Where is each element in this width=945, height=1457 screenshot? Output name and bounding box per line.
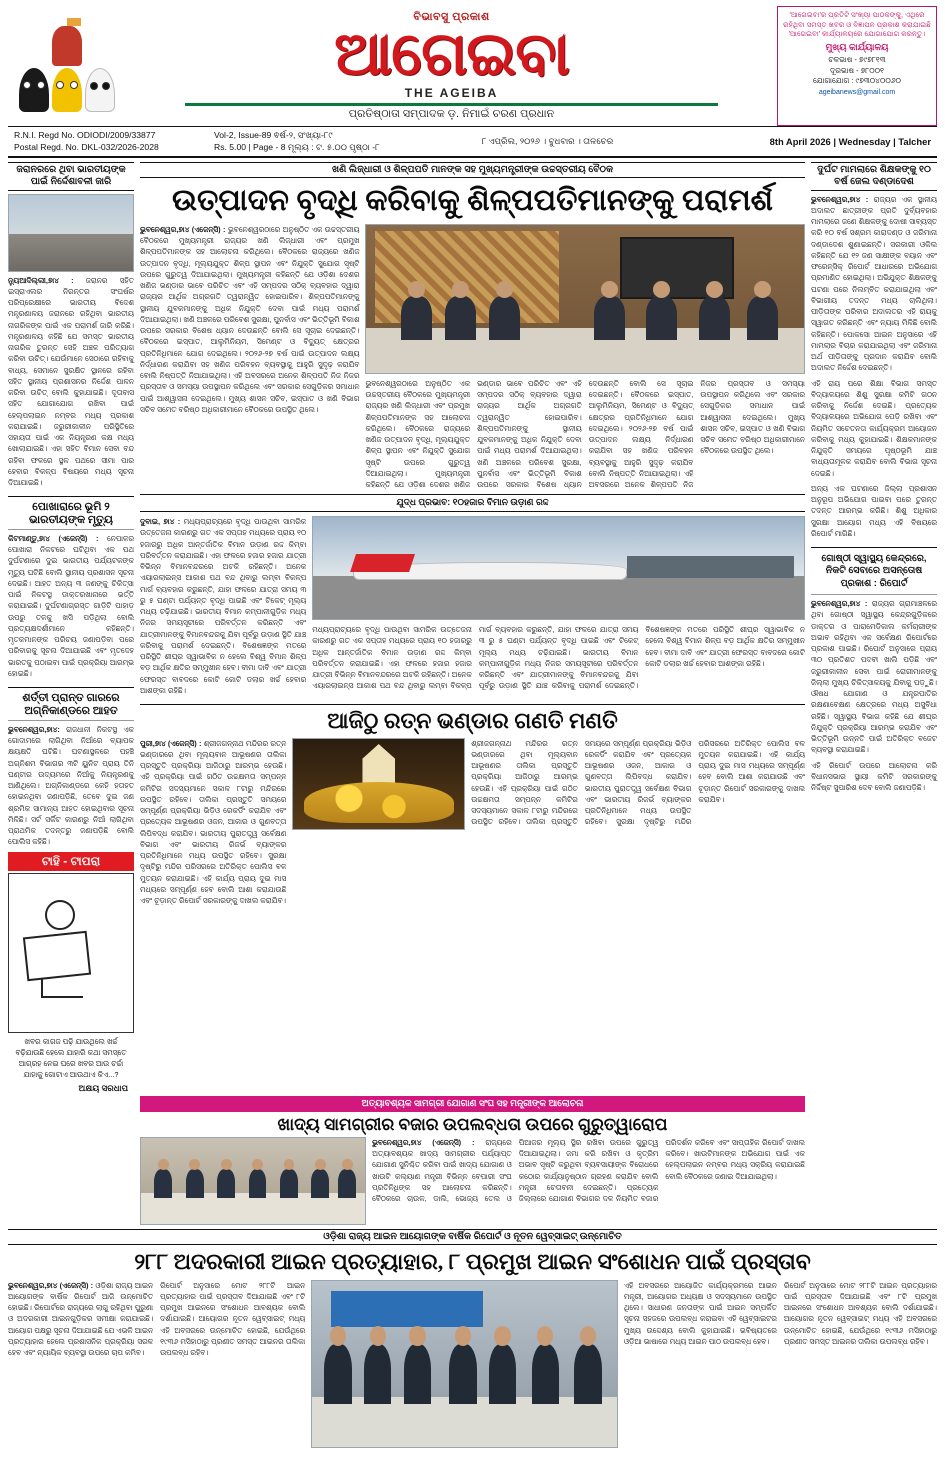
ratna-bhandar-photo bbox=[292, 738, 465, 830]
bottom-body-right bbox=[624, 1280, 937, 1352]
bottom-headline: ୨୮୮ ଅଦରକାରୀ ଆଇନ ପ୍ରତ୍ୟାହାର, ୮ ପ୍ରମୁଖ ଆଇନ ସଂଶୋଧନ ପାଇଁ ପ୍ରସ୍ତାବ bbox=[134, 1249, 811, 1275]
temple-icon bbox=[38, 20, 96, 66]
cartoon-signature: ଅକ୍ଷୟ ସରଧାପ bbox=[78, 1083, 128, 1094]
war-body-text-2: ମଧ୍ୟପ୍ରାଚ୍ୟରେ ବୃଦ୍ଧି ପାଉଥିବା ସାମରିକ ଉତ୍ତେଜନା କାରଣରୁ ଗତ ଏକ ସପ୍ତାହ ମଧ୍ୟରେ ପ୍ରାୟ ୧୦ ହଜାରରୁ ଅଧିକ ଆନ୍ତର୍ଜାତିକ ବିମାନ ଉଡ଼ାଣ ରଦ୍ଦ କିମ୍ବା ପରିବର୍ତ୍ତନ କରାଯାଇଛି। ଏହା ଫଳରେ ହଜାର ହଜାର ଯାତ୍ରୀ ବିଭିନ୍ନ ବିମାନବନ୍ଦରରେ ଅଟକି ରହିଛନ୍ତି। ଅନେକ ଏୟାରଲାଇନ୍ସ ଆକାଶ ପଥ ବନ୍ଦ ଥିବାରୁ ଲମ୍ବା ବିକଳ୍ପ ମାର୍ଗ ବ୍ୟବହାର କରୁଛନ୍ତି, ଯାହା ଫଳରେ ଯାତ୍ରା ସମୟ ୩ ରୁ ୫ ଘଣ୍ଟା ପର୍ଯ୍ୟନ୍ତ ବୃଦ୍ଧି ପାଇଛି ଏବଂ ଟିକେଟ୍ ମୂଲ୍ୟ ମଧ୍ୟ ଚଢ଼ିଯାଇଛି। ଭାରତୀୟ ବିମାନ କମ୍ପାନୀଗୁଡ଼ିକ ମଧ୍ୟ ନିଜର ସମୟସୂଚୀରେ ପରିବର୍ତ୍ତନ କରିଛନ୍ତି ଏବଂ ଯାତ୍ରୀମାନଙ୍କୁ ବିମାନବନ୍ଦରକୁ ଯିବା ପୂର୍ବରୁ ଉଡ଼ାଣ ସ୍ଥିତି ଯାଞ୍ଚ କରିବାକୁ ପରାମର୍ଶ ଦେଇଛନ୍ତି। ବିଶେଷଜ୍ଞଙ୍କ ମତରେ ପରିସ୍ଥିତି ଶୀଘ୍ର ସ୍ୱାଭାବିକ ନ ହେଲେ ବିଶ୍ୱ ବିମାନ ଶିଳ୍ପ ବଡ଼ ଆର୍ଥିକ କ୍ଷତିର ସମ୍ମୁଖୀନ ହେବ। ବୀମା ଦାବି ଏବଂ ଯାତ୍ରୀ ଫେରସ୍ତ ବାବଦରେ କୋଟି କୋଟି ଡଲାର ଖର୍ଚ୍ଚ ହେବାର ଆଶଙ୍କା ରହିଛି। bbox=[312, 625, 805, 691]
notice-title: ମୁଖ୍ୟ କାର୍ଯ୍ୟାଳୟ bbox=[825, 42, 889, 53]
volume-issue: Vol-2, Issue-89 ଵର୍ଷ-୨, ସଂଖ୍ୟା-୮୯ bbox=[214, 130, 333, 140]
left-story-3-text: ରାଜଧାନୀ ନିକଟସ୍ଥ ଏକ ଗୋଦାମରେ ଲାଗିଥିବା ନିଆଁରେ ବ୍ୟାପକ କ୍ଷୟକ୍ଷତି ଘଟିଛି। ଘଟଣାସ୍ଥଳରେ ପହଞ୍ଚି ଅଗ୍ନିଶମ ବିଭାଗର ୩ଟି ୟୁନିଟ ପ୍ରାୟ ତିନି ଘଣ୍ଟାର ଉଦ୍ୟମରେ ନିଆଁକୁ ନିୟନ୍ତ୍ରଣକୁ ଆଣିଥିଲେ। ଅଗ୍ନିକାଣ୍ଡରେ କେହି ହତାହତ ହୋଇନଥିବା ଜଣାପଡ଼ିଛି, ତେବେ ଦୁଇ ଜଣ ଶ୍ରମିକ ସାମାନ୍ୟ ଆହତ ହୋଇଥିବାର ସୂଚନା ମିଳିଛି। ସର୍ଟ ସର୍କିଟ କାରଣରୁ ନିଆଁ ଲାଗିଥିବା ପ୍ରାଥମିକ ତଦନ୍ତରୁ ଜଣାପଡ଼ିଛି ବୋଲି ପୋଲିସ କହିଛି। bbox=[8, 724, 134, 847]
bottom-body-left bbox=[8, 1280, 305, 1363]
ratna-headline: ଆଜିଠୁ ରତ୍ନ ଭଣ୍ଡାର ଗଣତି ମଣତି bbox=[327, 708, 618, 734]
ratna-body-text: ଶ୍ରୀଜଗନ୍ନାଥ ମନ୍ଦିରର ରତ୍ନ ଭଣ୍ଡାରରେ ଥିବା ମୂଲ୍ୟବାନ ଆଭୂଷଣର ତାଲିକା ପ୍ରସ୍ତୁତି ପ୍ରକ୍ରିୟା ଆଜିଠାରୁ ଆରମ୍ଭ ହେଉଛି। ଏହି ପ୍ରକ୍ରିୟା ପାଇଁ ଗଠିତ ଉଚ୍ଚକ୍ଷମତା ସମ୍ପନ୍ନ କମିଟିର ସଦସ୍ୟମାନେ ସକାଳ ୮ଟାରୁ ମନ୍ଦିରରେ ଉପସ୍ଥିତ ରହିବେ। ତାଲିକା ପ୍ରସ୍ତୁତି ସମୟରେ ସମ୍ପୂର୍ଣ୍ଣ ପ୍ରକ୍ରିୟା ଭିଡ଼ିଓ ରେକର୍ଡିଂ କରାଯିବ ଏବଂ ପ୍ରତ୍ୟେକ ଆଭୂଷଣର ଓଜନ, ଆକାର ଓ ଗୁଣବତ୍ତା ଲିପିବଦ୍ଧ କରାଯିବ। ଭାରତୀୟ ପୁରାତତ୍ତ୍ୱ ସର୍ବେକ୍ଷଣ ବିଭାଗ ଏବଂ ଭାରତୀୟ ରିଜର୍ଭ ବ୍ୟାଙ୍କର ପ୍ରତିନିଧିମାନେ ମଧ୍ୟ ଉପସ୍ଥିତ ରହିବେ। ସୁରକ୍ଷା ଦୃଷ୍ଟିରୁ ମନ୍ଦିର ପରିସରରେ ଅତିରିକ୍ତ ପୋଲିସ ବଳ ମୁତୟନ କରାଯାଇଛି। ଏହି କାର୍ଯ୍ୟ ପ୍ରାୟ ଦୁଇ ମାସ ମଧ୍ୟରେ ସମ୍ପୂର୍ଣ୍ଣ ହେବ ବୋଲି ଆଶା କରାଯାଉଛି ଏବଂ ଚୂଡ଼ାନ୍ତ ରିପୋର୍ଟ ସରକାରଙ୍କୁ ଦାଖଲ କରାଯିବ। bbox=[140, 738, 287, 906]
bottom-dateline: ଭୁବନେଶ୍ୱର,୭ା୪ (ଏଜେନ୍ସି) : bbox=[8, 1280, 94, 1290]
jagannath-deities-icon bbox=[19, 68, 115, 112]
notice-line-2: ଦୂରଭାଷ - ୭୮୦୦୧ bbox=[830, 65, 884, 75]
left-story-1-body bbox=[8, 275, 134, 493]
ratna-body-left bbox=[140, 738, 286, 911]
rni-number: R.N.I. Regd No. ODIODI/2009/33877 bbox=[14, 130, 156, 140]
food-meeting-photo bbox=[140, 1137, 366, 1225]
left-story-1-text: ଜରାନର ସହିତ ଇସ୍ରାଏଲର ନିରନ୍ତର ସଂଘର୍ଷର ପରିପ୍ରେକ୍ଷୀରେ ଭାରତୀୟ ବିଦେଶ ମନ୍ତ୍ରଣାଳୟ ଜରାନରେ ରହିଥିବା ଭାରତୀୟ ନାଗରିକଙ୍କ ପାଇଁ ଏକ ପରାମର୍ଶ ଜାରି କରିଛି। ମନ୍ତ୍ରଣାଳୟ କହିଛି ଯେ ସମସ୍ତ ଭାରତୀୟ ନାଗରିକ ତୁରନ୍ତ ସେହି ଅଞ୍ଚଳ ପରିତ୍ୟାଗ କରିବା ଉଚିତ୍। ଯେଉଁମାନେ ସେଠାରେ ରହିବାକୁ ବାଧ୍ୟ, ସେମାନେ ସୁରକ୍ଷିତ ସ୍ଥାନରେ ରହିବା ସହିତ ସ୍ଥାନୀୟ ପ୍ରଶାସନର ନିର୍ଦ୍ଦେଶ ପାଳନ କରିବା ଉଚିତ୍ ବୋଲି କୁହାଯାଇଛି। ଦୂତାବାସ ସହିତ ଯୋଗାଯୋଗ ରଖିବା ପାଇଁ ହେଲ୍ପଲାଇନ ନମ୍ବର ମଧ୍ୟ ପ୍ରକାଶ କରାଯାଇଛି। ଜରୁରୀକାଳୀନ ପରିସ୍ଥିତିରେ ସହାୟତା ପାଇଁ ଏକ ନିୟନ୍ତ୍ରଣ କକ୍ଷ ମଧ୍ୟ ଖୋଲାଯାଇଛି। ଏହା ସହିତ ବିମାନ ସେବା ବନ୍ଦ ରହିବା ଫଳରେ ସ୍ଥଳ ପଥରେ ସୀମା ପାର ହେବାର ବିକଳ୍ପ ବିଷୟରେ ମଧ୍ୟ ସୂଚନା ଦିଆଯାଇଛି। bbox=[8, 275, 134, 488]
right-story-2-text: ଏହି ରାୟ ପରେ ଶିକ୍ଷା ବିଭାଗ ସମସ୍ତ ବିଦ୍ୟାଳୟରେ ଶିଶୁ ସୁରକ୍ଷା କମିଟି ଗଠନ କରିବାକୁ ନିର୍ଦ୍ଦେଶ ଦେଇଛି। ପ୍ରତ୍ୟେକ ବିଦ୍ୟାଳୟରେ ଅଭିଯୋଗ ପେଡ଼ି ରଖିବା ଏବଂ ନିୟମିତ ସଚେତନତା କାର୍ଯ୍ୟକ୍ରମ ଆୟୋଜନ କରିବାକୁ ମଧ୍ୟ କୁହାଯାଇଛି। ଶିକ୍ଷକମାନଙ୍କ ନିଯୁକ୍ତି ସମୟରେ ପୃଷ୍ଠଭୂମି ଯାଞ୍ଚ ବାଧ୍ୟତାମୂଳକ କରାଯିବ ବୋଲି ବିଭାଗ ସୂଚନା ଦେଇଛି। bbox=[811, 378, 937, 478]
masthead-left-emblem bbox=[8, 6, 126, 126]
right-top-kicker: ଦୁର୍ଘଟ ମାମଲାରେ ଶିକ୍ଷକଙ୍କୁ ୧୦ ବର୍ଷ ଜେଲ ଦଣ୍ଡାଦେଶ bbox=[811, 162, 937, 191]
war-headline: ଯୁଦ୍ଧ ପ୍ରଭାବ: ୧୦ହଜାର ବିମାନ ଉଡ଼ାଣ ରଦ୍ଦ bbox=[140, 494, 805, 512]
health-dateline: ଭୁବନେଶ୍ୱର,୭ା୪ : bbox=[811, 599, 868, 609]
left-story-3-dateline: ଭୁବନେଶ୍ୱର,୭ା୪: bbox=[8, 724, 60, 734]
registration-info bbox=[8, 129, 208, 154]
cartoon-caption: ଖବର କାଗଜ ପଢ଼ି ଯାଉଥିଲେ ଖର୍ଚ୍ଚ ବଢ଼ିଯାଉଛି ହେଲେ ଯାହାରି କଥା ସମସ୍ତେ ଆଗ୍ରହ ନେଇ ଘରେ ଖବର ଆଉ ଚର୍ଚ୍ଚା ଯାହାକୁ ଗୋଟାଏ ଆଉଥାଏ କିଏ...? bbox=[15, 1036, 127, 1079]
right-story-1-dateline: ଭୁବନେଶ୍ୱର,୭ା୪ : bbox=[811, 194, 869, 204]
war-body-under-photo bbox=[312, 624, 805, 692]
health-body-text: ରାଜ୍ୟର ଗ୍ରାମାଞ୍ଚଳରେ ଥିବା ଗୋଷ୍ଠୀ ସ୍ୱାସ୍ଥ୍ୟ କେନ୍ଦ୍ରଗୁଡ଼ିକରେ ଡାକ୍ତର ଓ ପାରାମେଡିକାଲ କର୍ମଚାରୀଙ୍କ ଅଭାବ ରହିଥିବା ଏକ ସର୍ବେକ୍ଷଣ ରିପୋର୍ଟରେ ପ୍ରକାଶ ପାଇଛି। ରିପୋର୍ଟ ଅନୁସାରେ ପ୍ରାୟ ୩୦ ପ୍ରତିଶତ ପଦବୀ ଖାଲି ପଡ଼ିଛି ଏବଂ ଜରୁରୀକାଳୀନ ସେବା ପାଇଁ ରୋଗୀମାନଙ୍କୁ ଜିଲ୍ଲା ମୁଖ୍ୟ ଚିକିତ୍ସାଳୟକୁ ଯିବାକୁ ପଡ଼ୁଛି। ଔଷଧ ଯୋଗାଣ ଓ ଯନ୍ତ୍ରପାତିର ରକ୍ଷଣାବେକ୍ଷଣ କ୍ଷେତ୍ରରେ ମଧ୍ୟ ଅସୁବିଧା ରହିଛି। ସ୍ୱାସ୍ଥ୍ୟ ବିଭାଗ କହିଛି ଯେ ଶୀଘ୍ର ନିଯୁକ୍ତି ପ୍ରକ୍ରିୟା ଆରମ୍ଭ କରାଯିବ ଏବଂ ଭିତ୍ତିଭୂମି ଉନ୍ନତି ପାଇଁ ଅତିରିକ୍ତ ବଜେଟ ବ୍ୟବସ୍ଥା କରାଯାଇଛି। bbox=[811, 599, 937, 755]
masthead-top-small: ବିଭାବସୁ ପ୍ରକାଶ bbox=[413, 11, 490, 23]
right-story-3-text: ଅନ୍ୟ ଏକ ଘଟଣାରେ ଜିଲ୍ଲା ପ୍ରଶାସନ ଅନୁରୂପ ଅଭିଯୋଗ ପାଇବା ପରେ ତୁରନ୍ତ ତଦନ୍ତ ଆରମ୍ଭ କରିଛି। ଶିଶୁ ଅଧିକାର ସୁରକ୍ଷା ଆୟୋଗ ମଧ୍ୟ ଏହି ବିଷୟରେ ରିପୋର୍ଟ ମାଗିଛି। bbox=[811, 483, 937, 538]
war-dateline: ଦୁବାଇ, ୭ା୪ : bbox=[140, 517, 181, 527]
bottom-body-4: ରିପୋର୍ଟ ଅନୁସାରେ ମୋଟ ୨୮୮ଟି ଆଇନ ପ୍ରତ୍ୟାହାର ପାଇଁ ପ୍ରସ୍ତାବ ଦିଆଯାଇଛି ଏବଂ ୮ଟି ପ୍ରମୁଖ ଆଇନରେ ସଂଶୋଧନ ଆବଶ୍ୟକ ବୋଲି ଦର୍ଶାଯାଇଛି। ଆୟୋଗର ନୂତନ ୱେବ୍‌ସାଇଟ୍ ମଧ୍ୟ ଏହି ଅବସରରେ ଉନ୍ମୋଚିତ ହୋଇଛି, ଯେଉଁଥିରେ ୧୯୩୬ ମସିହାଠାରୁ ପ୍ରଣୀତ ସମସ୍ତ ଆଇନର ତାଲିକା ଉପଲବ୍ଧ ରହିବ। bbox=[783, 1280, 937, 1346]
left-story-2-headline: ପୋଖାରାରେ ଭୂମି ୨ ଭାରତୀୟଙ୍କ ମୃତ୍ୟୁ bbox=[29, 501, 113, 526]
health-body bbox=[811, 598, 937, 797]
lead-body-left bbox=[140, 224, 359, 419]
main-grid bbox=[8, 162, 937, 1094]
ratna-body-right bbox=[471, 738, 805, 828]
bottom-story bbox=[8, 1229, 937, 1448]
food-kicker: ଅତ୍ୟାବଶ୍ୟକ ସାମଗ୍ରୀ ଯୋଗାଣ ସଂଘ ସହ ମନ୍ତ୍ରୀଙ୍କ ଆଲୋଚନା bbox=[140, 1096, 805, 1112]
newspaper-title-english: THE AGEIBA bbox=[404, 86, 499, 100]
food-story-band bbox=[8, 1096, 937, 1225]
date-odia: ୮ ଏପ୍ରିଲ, ୨୦୨୬ । ବୁଧବାର । ତାଳଚେର bbox=[481, 136, 614, 147]
founder-line: ପ୍ରତିଷ୍ଠାତା ସମ୍ପାଦକ ଡ଼. ନିମାଇଁ ଚରଣ ପ୍ରଧାନ bbox=[348, 108, 555, 120]
left-column bbox=[8, 162, 134, 1094]
bottom-body-1: ଓଡ଼ିଶା ରାଜ୍ୟ ଆଇନ ଆୟୋଗଙ୍କ ବାର୍ଷିକ ରିପୋର୍ଟ ଆଜି ଉନ୍ମୋଚିତ ହୋଇଛି। ରିପୋର୍ଟରେ ରାଜ୍ୟରେ ଲାଗୁ ରହିଥିବା ପୁରୁଣା ଓ ଅଦରକାରୀ ଆଇନଗୁଡ଼ିକର ସମୀକ୍ଷା କରାଯାଇଛି। ଆୟୋଗ ପକ୍ଷରୁ ସୂଚନା ଦିଆଯାଇଛି ଯେ ଏଭଳି ଆଇନ ପ୍ରତ୍ୟାହାର ହେଲେ ପ୍ରଶାସନିକ ପ୍ରକ୍ରିୟା ସରଳ ହେବ ଏବଂ ନ୍ୟାୟିକ ବ୍ୟବସ୍ଥା ଉପରେ ଚାପ କମିବ। bbox=[8, 1280, 154, 1358]
notice-line-3: ଯୋଗାଯୋଗ : ୯୭୩୦୪୦୦୬୦ bbox=[813, 76, 901, 86]
lead-dateline: ଭୁବନେଶ୍ୱର,୭ା୪ (ଏଜେନ୍ସି) : bbox=[140, 224, 226, 234]
war-body-left bbox=[140, 516, 306, 700]
postal-number: Postal Regd. No. DKL-032/2026-2028 bbox=[14, 142, 159, 153]
imprint-bar bbox=[8, 126, 937, 158]
left-story-2-body bbox=[8, 533, 134, 683]
lead-headline: ଉତ୍ପାଦନ ବୃଦ୍ଧି କରିବାକୁ ଶିଳ୍ପପତିମାନଙ୍କୁ ପରାମର୍ଶ bbox=[171, 184, 774, 218]
law-commission-photo bbox=[311, 1280, 618, 1448]
left-top-kicker: ଜରାନରରେ ଥିବା ଭାରତୀୟଙ୍କ ପାଇଁ ନିର୍ଦ୍ଦେଶାବଳୀ ଜାରି bbox=[8, 162, 134, 191]
right-story-1-body bbox=[811, 194, 937, 544]
food-body-text: ରାଜ୍ୟରେ ଅତ୍ୟାବଶ୍ୟକ ଖାଦ୍ୟ ସାମଗ୍ରୀର ପର୍ଯ୍ୟାପ୍ତ ଯୋଗାଣ ସୁନିଶ୍ଚିତ କରିବା ପାଇଁ ଖାଦ୍ୟ ଯୋଗାଣ ଓ ଖାଉଟି କଲ୍ୟାଣ ମନ୍ତ୍ରୀ ବିଭିନ୍ନ ବେପାରୀ ସଂଘ ପ୍ରତିନିଧିଙ୍କ ସହ ଆଲୋଚନା କରିଛନ୍ତି। ବୈଠକରେ ଚାଉଳ, ଡାଲି, ଭୋଜ୍ୟ ତେଲ ଓ ପିଆଜର ମୂଲ୍ୟ ସ୍ଥିର ରଖିବା ଉପରେ ଗୁରୁତ୍ୱ ଦିଆଯାଇଥିଲା। ଜମା କରି ରଖିବା ଓ କୃତ୍ରିମ ଅଭାବ ସୃଷ୍ଟି କରୁଥିବା ବ୍ୟବସାୟୀଙ୍କ ବିରୋଧରେ କଠୋର କାର୍ଯ୍ୟାନୁଷ୍ଠାନ ଗ୍ରହଣ କରାଯିବ ବୋଲି ମନ୍ତ୍ରୀ ଚେତାବନୀ ଦେଇଛନ୍ତି। ପ୍ରତ୍ୟେକ ଜିଲ୍ଲାରେ ଯୋଗାଣ ବିଭାଗର ଦଳ ନିୟମିତ ବଜାର ପରିଦର୍ଶନ କରିବେ ଏବଂ ସାପ୍ତାହିକ ରିପୋର୍ଟ ଦାଖଲ କରିବେ। ଖାଉଟିମାନଙ୍କ ଅଭିଯୋଗ ପାଇଁ ଏକ ହେଲ୍ପଲାଇନ ନମ୍ବର ମଧ୍ୟ ସକ୍ରିୟ କରାଯାଇଛି ବୋଲି ବୈଠକରେ ଜଣାଇ ଦିଆଯାଇଥିଲା। bbox=[372, 1137, 805, 1203]
lead-kicker: ଖଣି ଲିଜ୍‌ଧାରୀ ଓ ଶିଳ୍ପପତି ମାନଙ୍କ ସହ ମୁଖ୍ୟମନ୍ତ୍ରୀଙ୍କ ଉଚ୍ଚସ୍ତରୀୟ ବୈଠକ bbox=[140, 162, 805, 178]
bottom-kicker: ଓଡ଼ିଶା ରାଜ୍ୟ ଆଇନ ଆୟୋଗଙ୍କ ବାର୍ଷିକ ରିପୋର୍ଟ ଓ ନୂତନ ୱେବ୍‌ସାଇଟ୍ ଉନ୍ମୋଚିତ bbox=[8, 1229, 937, 1245]
cartoon-illustration bbox=[8, 873, 134, 1033]
left-story-1-dateline: ନ୍ୟୁଆଦିଲ୍ଲୀ,୭ା୪ : bbox=[8, 275, 74, 285]
airport-photo bbox=[312, 516, 805, 620]
left-story-2-text: ନେପାଳର ପୋଖାରା ନିକଟରେ ଘଟିଥିବା ଏକ ପଥ ଦୁର୍ଘଟଣାରେ ଦୁଇ ଭାରତୀୟ ପର୍ଯ୍ୟଟକଙ୍କ ମୃତ୍ୟୁ ଘଟିଛି ବୋଲି ସ୍ଥାନୀୟ ପ୍ରଶାସନ ସୂଚନା ଦେଇଛି। ଆହତ ଅନ୍ୟ ୩ ଜଣଙ୍କୁ ଚିକିତ୍ସା ପାଇଁ ନିକଟସ୍ଥ ଡାକ୍ତରଖାନାରେ ଭର୍ତ୍ତି କରାଯାଇଛି। ଦୁର୍ଘଟଣାଗ୍ରସ୍ତ ଗାଡ଼ିଟି ପାହାଡ଼ ଉପରୁ ତଳକୁ ଖସି ପଡ଼ିଥିଲା ବୋଲି ପ୍ରତ୍ୟକ୍ଷଦର୍ଶୀମାନେ କହିଛନ୍ତି। ମୃତକମାନଙ୍କ ପରିଚୟ ଜଣାପଡ଼ିବା ପରେ ପରିବାରକୁ ସୂଚନା ଦିଆଯାଇଛି ଏବଂ ମୃତଦେହ ଭାରତକୁ ପଠାଇବା ପାଇଁ ପ୍ରକ୍ରିୟା ଆରମ୍ଭ ହୋଇଛି। bbox=[8, 533, 134, 678]
cartoon-title: ଟାହି - ଟାପରା bbox=[8, 852, 134, 871]
newspaper-title: ଆଗେଇବା bbox=[334, 21, 569, 87]
bottom-body-3: ଏହି ଅବସରରେ ଆୟୋଜିତ କାର୍ଯ୍ୟକ୍ରମରେ ଆଇନ ମନ୍ତ୍ରୀ, ଆୟୋଗର ଅଧ୍ୟକ୍ଷ ଓ ସଦସ୍ୟମାନେ ଉପସ୍ଥିତ ଥିଲେ। ସାଧାରଣ ଜନତାଙ୍କ ପାଇଁ ଆଇନ ସମ୍ପର୍କିତ ସୂଚନା ସହଜରେ ଉପଲବ୍ଧ କରାଇବା ଏହି ୱେବ୍‌ସାଇଟର ମୁଖ୍ୟ ଉଦ୍ଦେଶ୍ୟ ବୋଲି କୁହାଯାଇଛି। ଭବିଷ୍ୟତରେ ଓଡ଼ିଆ ଭାଷାରେ ମଧ୍ୟ ଆଇନ ପାଠ ଉପଲବ୍ଧ ହେବ। bbox=[623, 1280, 777, 1346]
left-story-3-headline: ଶର୍ତ୍ତୀ ପ୍ରାନ୍ତ ଗାରରେ ଅଗ୍ନିକାଣ୍ଡରେ ଆହତ bbox=[22, 692, 120, 717]
notice-line-1: ଚଳଭାଷ - ୭୯୭୮୧୩ bbox=[828, 55, 886, 65]
masthead bbox=[8, 6, 937, 126]
ratna-dateline: ପୁରୀ,୭ା୪ (ଏଜେନ୍ସି) : bbox=[140, 738, 202, 748]
ratna-body-text-2: ଶ୍ରୀଜଗନ୍ନାଥ ମନ୍ଦିରର ରତ୍ନ ଭଣ୍ଡାରରେ ଥିବା ମୂଲ୍ୟବାନ ଆଭୂଷଣର ତାଲିକା ପ୍ରସ୍ତୁତି ପ୍ରକ୍ରିୟା ଆଜିଠାରୁ ଆରମ୍ଭ ହେଉଛି। ଏହି ପ୍ରକ୍ରିୟା ପାଇଁ ଗଠିତ ଉଚ୍ଚକ୍ଷମତା ସମ୍ପନ୍ନ କମିଟିର ସଦସ୍ୟମାନେ ସକାଳ ୮ଟାରୁ ମନ୍ଦିରରେ ଉପସ୍ଥିତ ରହିବେ। ତାଲିକା ପ୍ରସ୍ତୁତି ସମୟରେ ସମ୍ପୂର୍ଣ୍ଣ ପ୍ରକ୍ରିୟା ଭିଡ଼ିଓ ରେକର୍ଡିଂ କରାଯିବ ଏବଂ ପ୍ରତ୍ୟେକ ଆଭୂଷଣର ଓଜନ, ଆକାର ଓ ଗୁଣବତ୍ତା ଲିପିବଦ୍ଧ କରାଯିବ। ଭାରତୀୟ ପୁରାତତ୍ତ୍ୱ ସର୍ବେକ୍ଷଣ ବିଭାଗ ଏବଂ ଭାରତୀୟ ରିଜର୍ଭ ବ୍ୟାଙ୍କର ପ୍ରତିନିଧିମାନେ ମଧ୍ୟ ଉପସ୍ଥିତ ରହିବେ। ସୁରକ୍ଷା ଦୃଷ୍ଟିରୁ ମନ୍ଦିର ପରିସରରେ ଅତିରିକ୍ତ ପୋଲିସ ବଳ ମୁତୟନ କରାଯାଇଛି। ଏହି କାର୍ଯ୍ୟ ପ୍ରାୟ ଦୁଇ ମାସ ମଧ୍ୟରେ ସମ୍ପୂର୍ଣ୍ଣ ହେବ ବୋଲି ଆଶା କରାଯାଉଛି ଏବଂ ଚୂଡ଼ାନ୍ତ ରିପୋର୍ଟ ସରକାରଙ୍କୁ ଦାଖଲ କରାଯିବ। bbox=[471, 738, 805, 827]
price-pages: Rs. 5.00 | Page - 8 ମୂଲ୍ୟ : ଟ. ୫.୦୦ ପୃଷ୍ଠା -୮ bbox=[214, 142, 380, 153]
health-kicker: ଗୋଷ୍ଠୀ ସ୍ୱାସ୍ଥ୍ୟ କେନ୍ଦ୍ରରେ, ନିକଟି ସେବାରେ ଅସନ୍ତୋଷ ପ୍ରକାଶ : ରିପୋର୍ଟ bbox=[821, 553, 927, 589]
bottom-body-2: ରିପୋର୍ଟ ଅନୁସାରେ ମୋଟ ୨୮୮ଟି ଆଇନ ପ୍ରତ୍ୟାହାର ପାଇଁ ପ୍ରସ୍ତାବ ଦିଆଯାଇଛି ଏବଂ ୮ଟି ପ୍ରମୁଖ ଆଇନରେ ସଂଶୋଧନ ଆବଶ୍ୟକ ବୋଲି ଦର୍ଶାଯାଇଛି। ଆୟୋଗର ନୂତନ ୱେବ୍‌ସାଇଟ୍ ମଧ୍ୟ ଏହି ଅବସରରେ ଉନ୍ମୋଚିତ ହୋଇଛି, ଯେଉଁଥିରେ ୧୯୩୬ ମସିହାଠାରୁ ପ୍ରଣୀତ ସମସ୍ତ ଆଇନର ତାଲିକା ଉପଲବ୍ଧ ରହିବ। bbox=[160, 1280, 306, 1358]
food-body bbox=[372, 1137, 805, 1205]
center-column bbox=[140, 162, 805, 1094]
war-damage-photo bbox=[8, 194, 134, 272]
masthead-divider bbox=[185, 103, 719, 106]
left-story-2-dateline: କିଟମାଣ୍ଡୁ,୭ା୪ (ଏଜେନ୍ସି) : bbox=[8, 533, 99, 543]
notice-text: 'ଆଗେଇବା'ର ପ୍ରତିଟି ସଂଖ୍ୟା ପାଠକଙ୍କୁ, ଏଥିରେ ରହିଥିବା ସମସ୍ତ ଖବର ଓ ବିଜ୍ଞାପନ ପ୍ରକାଶ କରାଯାଇଛି 'ଆଗେଇବା' କାର୍ଯ୍ୟାଳୟରେ ଯୋଗାଯୋଗ କରନ୍ତୁ। bbox=[783, 10, 931, 39]
lead-body-text: ଭୁବନେଶ୍ୱରଠାରେ ଅନୁଷ୍ଠିତ ଏକ ଉଚ୍ଚସ୍ତରୀୟ ବୈଠକରେ ମୁଖ୍ୟମନ୍ତ୍ରୀ ରାଜ୍ୟର ଖଣି ଲିଜ୍‌ଧାରୀ ଏବଂ ପ୍ରମୁଖ ଶିଳ୍ପପତିମାନଙ୍କ ସହ ଆଲୋଚନା କରିଥିଲେ। ବୈଠକରେ ରାଜ୍ୟରେ ଖଣିଜ ଉତ୍ପାଦନ ବୃଦ୍ଧି, ମୂଲ୍ୟଯୁକ୍ତ ଶିଳ୍ପ ସ୍ଥାପନ ଏବଂ ନିଯୁକ୍ତି ସୁଯୋଗ ସୃଷ୍ଟି ଉପରେ ଗୁରୁତ୍ୱ ଦିଆଯାଇଥିଲା। ମୁଖ୍ୟମନ୍ତ୍ରୀ କହିଛନ୍ତି ଯେ ଓଡ଼ିଶା ଦେଶର ଖଣିଜ ଭଣ୍ଡାର ଭାବେ ପରିଚିତ ଏବଂ ଏହି ସମ୍ପଦର ସଠିକ୍ ବ୍ୟବହାର ଦ୍ୱାରା ରାଜ୍ୟର ଆର୍ଥିକ ଅଗ୍ରଗତି ତ୍ୱରାନ୍ୱିତ ହୋଇପାରିବ। ଶିଳ୍ପପତିମାନଙ୍କୁ ସ୍ଥାନୀୟ ଯୁବକମାନଙ୍କୁ ଅଧିକ ନିଯୁକ୍ତି ଦେବା ପାଇଁ ମଧ୍ୟ ପରାମର୍ଶ ଦିଆଯାଇଥିଲା। ଖଣି ଅଞ୍ଚଳରେ ପରିବେଶ ସୁରକ୍ଷା, ପୁନର୍ବାସ ଏବଂ ଭିତ୍ତିଭୂମି ବିକାଶ ଉପରେ ସରକାର ବିଶେଷ ଧ୍ୟାନ ଦେଉଛନ୍ତି ବୋଲି ସେ ସୂଚାଇ ଦେଇଛନ୍ତି। ବୈଠକରେ ଇସ୍ପାତ, ଆଲୁମିନିୟମ, ସିମେଣ୍ଟ ଓ ବିଦ୍ୟୁତ୍ କ୍ଷେତ୍ରର ପ୍ରତିନିଧିମାନେ ଯୋଗ ଦେଇଥିଲେ। ୨୦୨୬-୨୭ ବର୍ଷ ପାଇଁ ଉତ୍ପାଦନ ଲକ୍ଷ୍ୟ ନିର୍ଦ୍ଧାରଣ କରାଯିବା ସହ ଖଣିଜ ପରିବହନ ବ୍ୟବସ୍ଥାକୁ ଆହୁରି ସୁଦୃଢ଼ କରାଯିବ ବୋଲି ନିଷ୍ପତ୍ତି ନିଆଯାଇଥିଲା। ଏହି ଅବସରରେ ଅନେକ ଶିଳ୍ପପତି ନିଜ ନିଜର ପ୍ରସ୍ତାବ ଓ ସମସ୍ୟା ଉପସ୍ଥାପନ କରିଥିଲେ ଏବଂ ସରକାର ସେଗୁଡ଼ିକର ସମାଧାନ ପାଇଁ ଆଶ୍ୱାସନା ଦେଇଥିଲେ। ମୁଖ୍ୟ ଶାସନ ସଚିବ, ଇସ୍ପାତ ଓ ଖଣି ବିଭାଗ ସଚିବ ସମେତ ବରିଷ୍ଠ ଅଧିକାରୀମାନେ ବୈଠକରେ ଉପସ୍ଥିତ ଥିଲେ। bbox=[140, 224, 360, 414]
war-body-text: ମଧ୍ୟପ୍ରାଚ୍ୟରେ ବୃଦ୍ଧି ପାଉଥିବା ସାମରିକ ଉତ୍ତେଜନା କାରଣରୁ ଗତ ଏକ ସପ୍ତାହ ମଧ୍ୟରେ ପ୍ରାୟ ୧୦ ହଜାରରୁ ଅଧିକ ଆନ୍ତର୍ଜାତିକ ବିମାନ ଉଡ଼ାଣ ରଦ୍ଦ କିମ୍ବା ପରିବର୍ତ୍ତନ କରାଯାଇଛି। ଏହା ଫଳରେ ହଜାର ହଜାର ଯାତ୍ରୀ ବିଭିନ୍ନ ବିମାନବନ୍ଦରରେ ଅଟକି ରହିଛନ୍ତି। ଅନେକ ଏୟାରଲାଇନ୍ସ ଆକାଶ ପଥ ବନ୍ଦ ଥିବାରୁ ଲମ୍ବା ବିକଳ୍ପ ମାର୍ଗ ବ୍ୟବହାର କରୁଛନ୍ତି, ଯାହା ଫଳରେ ଯାତ୍ରା ସମୟ ୩ ରୁ ୫ ଘଣ୍ଟା ପର୍ଯ୍ୟନ୍ତ ବୃଦ୍ଧି ପାଇଛି ଏବଂ ଟିକେଟ୍ ମୂଲ୍ୟ ମଧ୍ୟ ଚଢ଼ିଯାଇଛି। ଭାରତୀୟ ବିମାନ କମ୍ପାନୀଗୁଡ଼ିକ ମଧ୍ୟ ନିଜର ସମୟସୂଚୀରେ ପରିବର୍ତ୍ତନ କରିଛନ୍ତି ଏବଂ ଯାତ୍ରୀମାନଙ୍କୁ ବିମାନବନ୍ଦରକୁ ଯିବା ପୂର୍ବରୁ ଉଡ଼ାଣ ସ୍ଥିତି ଯାଞ୍ଚ କରିବାକୁ ପରାମର୍ଶ ଦେଇଛନ୍ତି। ବିଶେଷଜ୍ଞଙ୍କ ମତରେ ପରିସ୍ଥିତି ଶୀଘ୍ର ସ୍ୱାଭାବିକ ନ ହେଲେ ବିଶ୍ୱ ବିମାନ ଶିଳ୍ପ ବଡ଼ ଆର୍ଥିକ କ୍ଷତିର ସମ୍ମୁଖୀନ ହେବ। ବୀମା ଦାବି ଏବଂ ଯାତ୍ରୀ ଫେରସ୍ତ ବାବଦରେ କୋଟି କୋଟି ଡଲାର ଖର୍ଚ୍ଚ ହେବାର ଆଶଙ୍କା ରହିଛି। bbox=[140, 517, 307, 695]
contact-email[interactable]: ageibanews@gmail.com bbox=[818, 88, 896, 96]
right-column bbox=[811, 162, 937, 1094]
date-english: 8th April 2026 | Wednesday | Talcher bbox=[769, 135, 931, 147]
masthead-center bbox=[126, 6, 777, 126]
health-extra-text: ଏହି ରିପୋର୍ଟ ଉପରେ ଆଲୋଚନା କରି ବିଧାନସଭାର ସ୍ଥାୟୀ କମିଟି ସରକାରଙ୍କୁ ନିର୍ଦ୍ଦିଷ୍ଟ ସୁପାରିଶ ଦେବ ବୋଲି ଜଣାପଡ଼ିଛି। bbox=[811, 760, 937, 793]
cm-meeting-photo bbox=[365, 224, 805, 374]
right-story-1-text: ରାଜ୍ୟର ଏକ ସ୍ଥାନୀୟ ଅଦାଲତ ଛାତ୍ରୀଙ୍କ ପ୍ରତି ଦୁର୍ବ୍ୟବହାର ମାମଲାରେ ଜଣେ ଶିକ୍ଷକଙ୍କୁ ଦୋଷୀ ସାବ୍ୟସ୍ତ କରି ୧୦ ବର୍ଷ ସଶ୍ରମ କାରାଦଣ୍ଡ ଓ ଜରିମାନା ଦଣ୍ଡାଦେଶ ଶୁଣାଇଛନ୍ତି। ସରକାରୀ ଓକିଲ କହିଛନ୍ତି ଯେ ୧୨ ଜଣ ସାକ୍ଷୀଙ୍କ ବୟାନ ଏବଂ ଫରେନ୍‌ସିକ୍ ରିପୋର୍ଟ ଆଧାରରେ ଅଭିଯୋଗ ପ୍ରମାଣିତ ହୋଇଥିଲା। ଅଭିଯୁକ୍ତ ଶିକ୍ଷକଙ୍କୁ ଘଟଣା ପରେ ନିଲମ୍ବିତ କରାଯାଇଥିଲା ଏବଂ ବିଭାଗୀୟ ତଦନ୍ତ ମଧ୍ୟ ଚାଲିଥିଲା। ପୀଡ଼ିତାଙ୍କ ପରିବାର ଅଦାଲତର ଏହି ରାୟକୁ ସ୍ୱାଗତ କରିଛନ୍ତି ଏବଂ ନ୍ୟାୟ ମିଳିଛି ବୋଲି କହିଛନ୍ତି। ପୋକସୋ ଆଇନ ଅନୁସାରେ ଏହି ମାମଲାର ବିଚାର କରାଯାଇଥିଲା ଏବଂ ଜରିମାନା ଅର୍ଥ ପୀଡ଼ିତାଙ୍କୁ ପ୍ରଦାନ କରାଯିବ ବୋଲି ଅଦାଲତ ନିର୍ଦ୍ଦେଶ ଦେଇଛନ୍ତି। bbox=[811, 194, 937, 373]
left-story-3-body bbox=[8, 724, 134, 852]
food-headline: ଖାଦ୍ୟ ସାମଗ୍ରୀର ବଜାର ଉପଲବ୍ଧତା ଉପରେ ଗୁରୁତ୍ୱାରୋପ bbox=[277, 1114, 668, 1134]
issue-info bbox=[208, 129, 408, 154]
lead-body-under-photo bbox=[365, 378, 805, 491]
food-dateline: ଭୁବନେଶ୍ୱର,୭ା୪ (ଏଜେନ୍ସି) : bbox=[372, 1137, 475, 1147]
masthead-notice-box bbox=[777, 6, 937, 126]
lead-block bbox=[140, 224, 805, 491]
lead-body-text-2: ଭୁବନେଶ୍ୱରଠାରେ ଅନୁଷ୍ଠିତ ଏକ ଉଚ୍ଚସ୍ତରୀୟ ବୈଠକରେ ମୁଖ୍ୟମନ୍ତ୍ରୀ ରାଜ୍ୟର ଖଣି ଲିଜ୍‌ଧାରୀ ଏବଂ ପ୍ରମୁଖ ଶିଳ୍ପପତିମାନଙ୍କ ସହ ଆଲୋଚନା କରିଥିଲେ। ବୈଠକରେ ରାଜ୍ୟରେ ଖଣିଜ ଉତ୍ପାଦନ ବୃଦ୍ଧି, ମୂଲ୍ୟଯୁକ୍ତ ଶିଳ୍ପ ସ୍ଥାପନ ଏବଂ ନିଯୁକ୍ତି ସୁଯୋଗ ସୃଷ୍ଟି ଉପରେ ଗୁରୁତ୍ୱ ଦିଆଯାଇଥିଲା। ମୁଖ୍ୟମନ୍ତ୍ରୀ କହିଛନ୍ତି ଯେ ଓଡ଼ିଶା ଦେଶର ଖଣିଜ ଭଣ୍ଡାର ଭାବେ ପରିଚିତ ଏବଂ ଏହି ସମ୍ପଦର ସଠିକ୍ ବ୍ୟବହାର ଦ୍ୱାରା ରାଜ୍ୟର ଆର୍ଥିକ ଅଗ୍ରଗତି ତ୍ୱରାନ୍ୱିତ ହୋଇପାରିବ। ଶିଳ୍ପପତିମାନଙ୍କୁ ସ୍ଥାନୀୟ ଯୁବକମାନଙ୍କୁ ଅଧିକ ନିଯୁକ୍ତି ଦେବା ପାଇଁ ମଧ୍ୟ ପରାମର୍ଶ ଦିଆଯାଇଥିଲା। ଖଣି ଅଞ୍ଚଳରେ ପରିବେଶ ସୁରକ୍ଷା, ପୁନର୍ବାସ ଏବଂ ଭିତ୍ତିଭୂମି ବିକାଶ ଉପରେ ସରକାର ବିଶେଷ ଧ୍ୟାନ ଦେଉଛନ୍ତି ବୋଲି ସେ ସୂଚାଇ ଦେଇଛନ୍ତି। ବୈଠକରେ ଇସ୍ପାତ, ଆଲୁମିନିୟମ, ସିମେଣ୍ଟ ଓ ବିଦ୍ୟୁତ୍ କ୍ଷେତ୍ରର ପ୍ରତିନିଧିମାନେ ଯୋଗ ଦେଇଥିଲେ। ୨୦୨୬-୨୭ ବର୍ଷ ପାଇଁ ଉତ୍ପାଦନ ଲକ୍ଷ୍ୟ ନିର୍ଦ୍ଧାରଣ କରାଯିବା ସହ ଖଣିଜ ପରିବହନ ବ୍ୟବସ୍ଥାକୁ ଆହୁରି ସୁଦୃଢ଼ କରାଯିବ ବୋଲି ନିଷ୍ପତ୍ତି ନିଆଯାଇଥିଲା। ଏହି ଅବସରରେ ଅନେକ ଶିଳ୍ପପତି ନିଜ ନିଜର ପ୍ରସ୍ତାବ ଓ ସମସ୍ୟା ଉପସ୍ଥାପନ କରିଥିଲେ ଏବଂ ସରକାର ସେଗୁଡ଼ିକର ସମାଧାନ ପାଇଁ ଆଶ୍ୱାସନା ଦେଇଥିଲେ। ମୁଖ୍ୟ ଶାସନ ସଚିବ, ଇସ୍ପାତ ଓ ଖଣି ବିଭାଗ ସଚିବ ସମେତ ବରିଷ୍ଠ ଅଧିକାରୀମାନେ ବୈଠକରେ ଉପସ୍ଥିତ ଥିଲେ। bbox=[365, 378, 805, 490]
